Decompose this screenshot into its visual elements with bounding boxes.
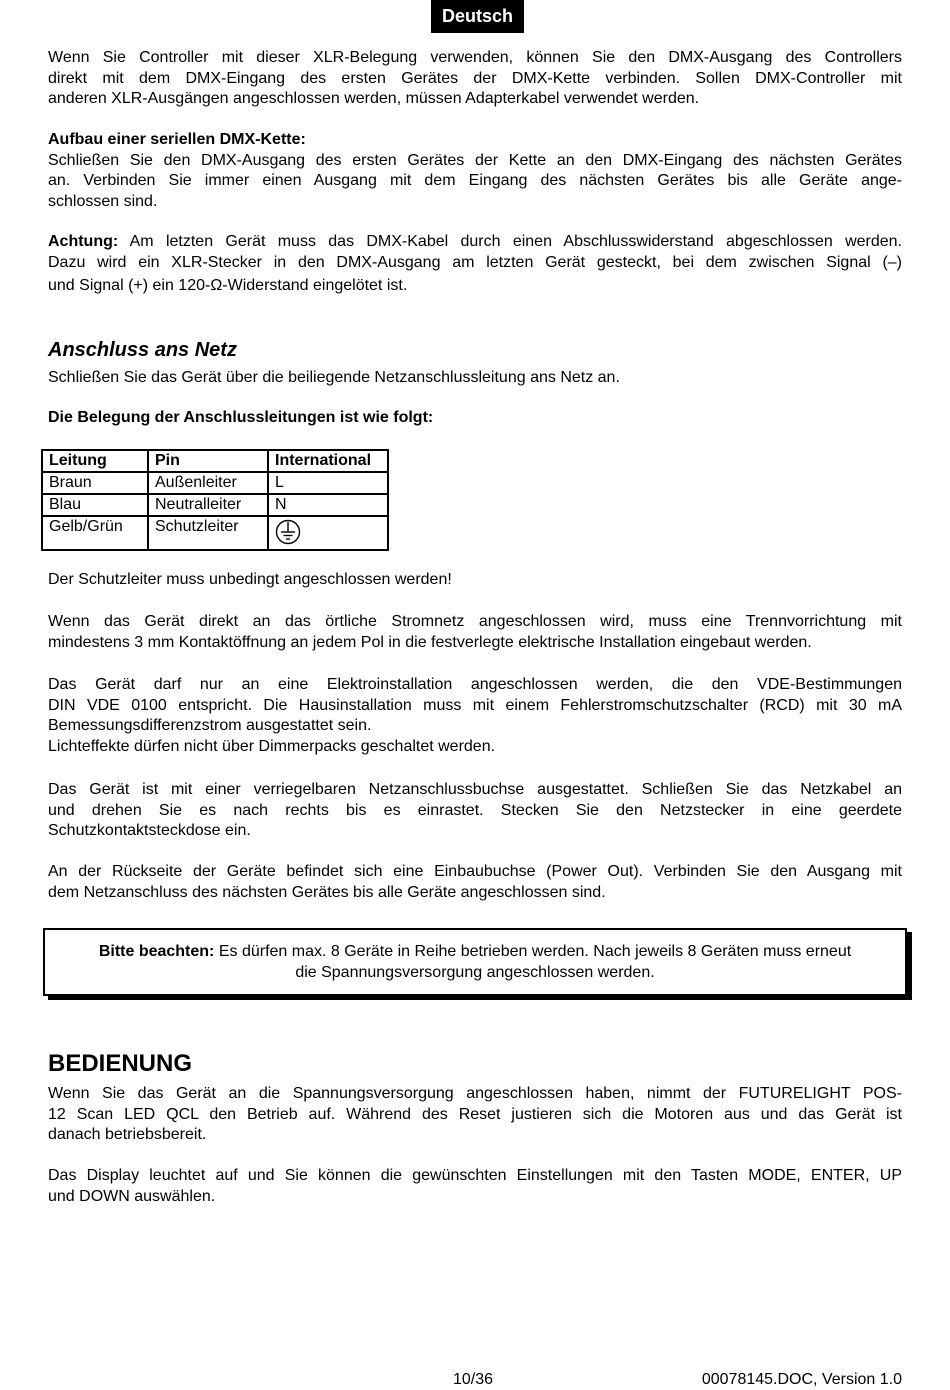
operation-heading: BEDIENUNG	[48, 1050, 193, 1077]
paragraph-line: mindestens 3 mm Kontaktöffnung an jedem Pol in die festverlegte elektrische Installation eingebaut werden.	[48, 633, 812, 651]
dmx-chain-heading: Aufbau einer seriellen DMX-Kette:	[48, 131, 306, 148]
paragraph-line: dem Netzanschluss des nächsten Gerätes bis alle Geräte angeschlossen sind.	[48, 883, 606, 901]
language-tab: Deutsch	[431, 0, 524, 33]
disconnect-paragraph	[48, 612, 902, 653]
protective-earth-icon	[275, 519, 301, 545]
paragraph-line: 12 Scan LED QCL den Betrieb auf. Während des Reset justieren sich die Motoren aus und das Gerät ist	[48, 1105, 902, 1123]
paragraph-line: DIN VDE 0100 entspricht. Die Hausinstallation muss mit einem Fehlerstromschutzschalter (RCD) mit 30 mA	[48, 696, 902, 714]
document-id: 00078145.DOC, Version 1.0	[701, 1371, 902, 1388]
attention-text: Am letzten Gerät muss das DMX-Kabel durch einen Abschlusswiderstand abgeschlossen werden.	[118, 233, 902, 250]
intro-line: direkt mit dem DMX-Eingang des ersten Gerätes der DMX-Kette verbinden. Sollen DMX-Controller mit	[48, 69, 902, 87]
table-cell: N	[268, 494, 388, 516]
table-row	[42, 494, 388, 516]
table-row	[42, 472, 388, 494]
paragraph-line: Wenn das Gerät direkt an das örtliche Stromnetz angeschlossen wird, muss eine Trennvorrichtung mit	[48, 613, 902, 630]
paragraph-line: Wenn Sie das Gerät an die Spannungsversorgung angeschlossen haben, nimmt der FUTURELIGHT POS-	[48, 1085, 902, 1102]
paragraph-line: Bemessungsdifferenzstrom ausgestattet sein.	[48, 717, 372, 735]
dmx-chain-line: Schließen Sie den DMX-Ausgang des ersten Gerätes der Kette an den DMX-Eingang des nächsten Gerätes	[48, 151, 902, 169]
table-cell: Schutzleiter	[148, 516, 268, 550]
paragraph-line: Schutzkontaktsteckdose ein.	[48, 822, 251, 840]
table-header-cell: Leitung	[42, 450, 148, 472]
intro-paragraph	[48, 48, 902, 110]
paragraph-line: Das Gerät ist mit einer verriegelbaren Netzanschlussbuchse ausgestattet. Schließen Sie das Netzkabel an	[48, 781, 902, 798]
note-box	[43, 928, 907, 996]
paragraph-line: Das Gerät darf nur an eine Elektroinstallation angeschlossen werden, die den VDE-Bestimmungen	[48, 676, 902, 693]
paragraph-line: Lichteffekte dürfen nicht über Dimmerpacks geschaltet werden.	[48, 737, 496, 755]
table-cell-ground	[268, 516, 388, 550]
table-intro: Die Belegung der Anschlussleitungen ist wie folgt:	[48, 409, 434, 426]
attention-paragraph	[48, 232, 902, 297]
note-text: Es dürfen max. 8 Geräte in Reihe betrieben werden. Nach jeweils 8 Geräten muss erneut	[214, 943, 852, 960]
display-paragraph	[48, 1166, 902, 1207]
dmx-chain-section	[48, 130, 902, 212]
table-cell: Braun	[42, 472, 148, 494]
note-label: Bitte beachten:	[98, 943, 215, 960]
table-header-row	[42, 450, 388, 472]
paragraph-line: und drehen Sie es nach rechts bis es einrastet. Stecken Sie den Netzstecker in eine geerdete	[48, 801, 902, 819]
paragraph-line: und DOWN auswählen.	[48, 1187, 216, 1205]
paragraph-line: danach betriebsbereit.	[48, 1126, 207, 1144]
operation-paragraph	[48, 1084, 902, 1146]
vde-paragraph	[48, 675, 902, 757]
power-out-paragraph	[48, 862, 902, 903]
table-header-cell: Pin	[148, 450, 268, 472]
intro-line: anderen XLR-Ausgängen angeschlossen werden, müssen Adapterkabel verwendet werden.	[48, 90, 700, 108]
paragraph-line: Das Display leuchtet auf und Sie können die gewünschten Einstellungen mit den Tasten MODE, ENTER, UP	[48, 1167, 902, 1184]
note-line	[45, 941, 905, 962]
attention-line: und Signal (+) ein 120-Ω-Widerstand eingelötet ist.	[48, 277, 408, 295]
table-header-cell: International	[268, 450, 388, 472]
attention-line	[48, 232, 902, 253]
socket-paragraph	[48, 780, 902, 842]
note-line: die Spannungsversorgung angeschlossen werden.	[295, 964, 655, 981]
paragraph-line: An der Rückseite der Geräte befindet sich eine Einbaubuchse (Power Out). Verbinden Sie den Ausgang mit	[48, 863, 902, 880]
intro-line: Wenn Sie Controller mit dieser XLR-Belegung verwenden, können Sie den DMX-Ausgang des Controllers	[48, 49, 902, 66]
mains-text: Schließen Sie das Gerät über die beiliegende Netzanschlussleitung ans Netz an.	[48, 369, 620, 386]
attention-line: Dazu wird ein XLR-Stecker in den DMX-Ausgang am letzten Gerät gesteckt, bei dem zwischen Signal (–)	[48, 253, 902, 271]
table-cell: Außenleiter	[148, 472, 268, 494]
ground-note: Der Schutzleiter muss unbedingt angeschlossen werden!	[48, 571, 452, 588]
page-number: 10/36	[453, 1371, 494, 1388]
mains-heading: Anschluss ans Netz	[48, 339, 237, 361]
dmx-chain-line: an. Verbinden Sie immer einen Ausgang mit dem Eingang des nächsten Gerätes bis alle Geräte ange-	[48, 172, 902, 190]
table-cell: Gelb/Grün	[42, 516, 148, 550]
table-row	[42, 516, 388, 550]
table-cell: Neutralleiter	[148, 494, 268, 516]
attention-label: Achtung:	[48, 233, 119, 250]
table-cell: L	[268, 472, 388, 494]
table-cell: Blau	[42, 494, 148, 516]
connection-table	[41, 449, 389, 551]
dmx-chain-line: schlossen sind.	[48, 192, 158, 210]
